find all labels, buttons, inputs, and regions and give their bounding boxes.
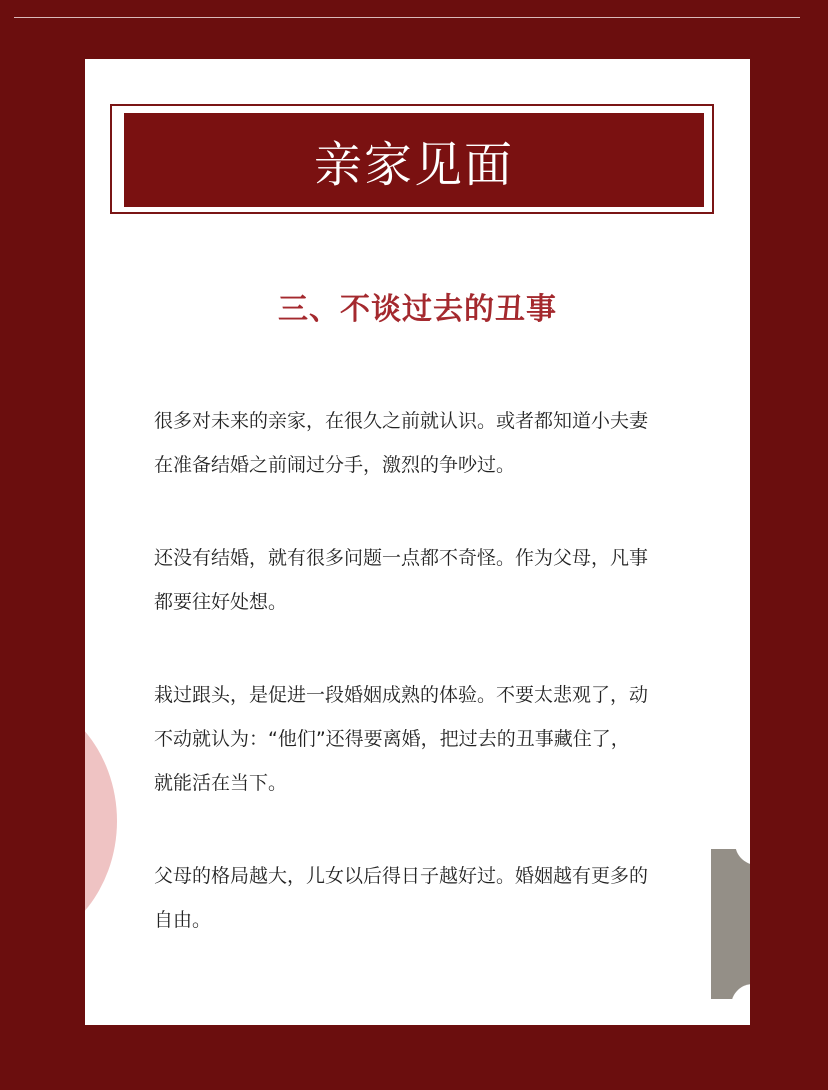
page-title: 亲家见面 <box>313 136 514 193</box>
paragraph-line: 不动就认为：“他们”还得要离婚，把过去的丑事藏住了， <box>154 728 630 750</box>
paragraph-4 <box>154 854 674 942</box>
paragraph-line: 还没有结婚，就有很多问题一点都不奇怪。作为父母，凡事 <box>154 547 649 569</box>
paragraph-line: 父母的格局越大，儿女以后得日子越好过。婚姻越有更多的 <box>154 865 649 887</box>
paragraph-line: 在准备结婚之前闹过分手，激烈的争吵过。 <box>154 454 516 476</box>
paragraph-line: 就能活在当下。 <box>154 772 288 794</box>
decorative-pink-shape <box>85 691 117 951</box>
section-heading: 三、不谈过去的丑事 <box>278 292 557 327</box>
paragraph-line: 都要往好处想。 <box>154 591 288 613</box>
paragraph-1 <box>154 399 674 487</box>
paragraph-line: 自由。 <box>154 909 212 931</box>
top-divider <box>14 17 800 18</box>
paragraph-line: 栽过跟头，是促进一段婚姻成熟的体验。不要太悲观了，动 <box>154 684 649 706</box>
paragraph-2 <box>154 536 674 624</box>
content-card <box>85 59 750 1025</box>
article-body <box>154 399 674 991</box>
paragraph-3 <box>154 673 674 805</box>
title-banner <box>124 113 704 207</box>
paragraph-line: 很多对未来的亲家，在很久之前就认识。或者都知道小夫妻 <box>154 410 649 432</box>
decorative-gray-shape <box>711 849 750 999</box>
